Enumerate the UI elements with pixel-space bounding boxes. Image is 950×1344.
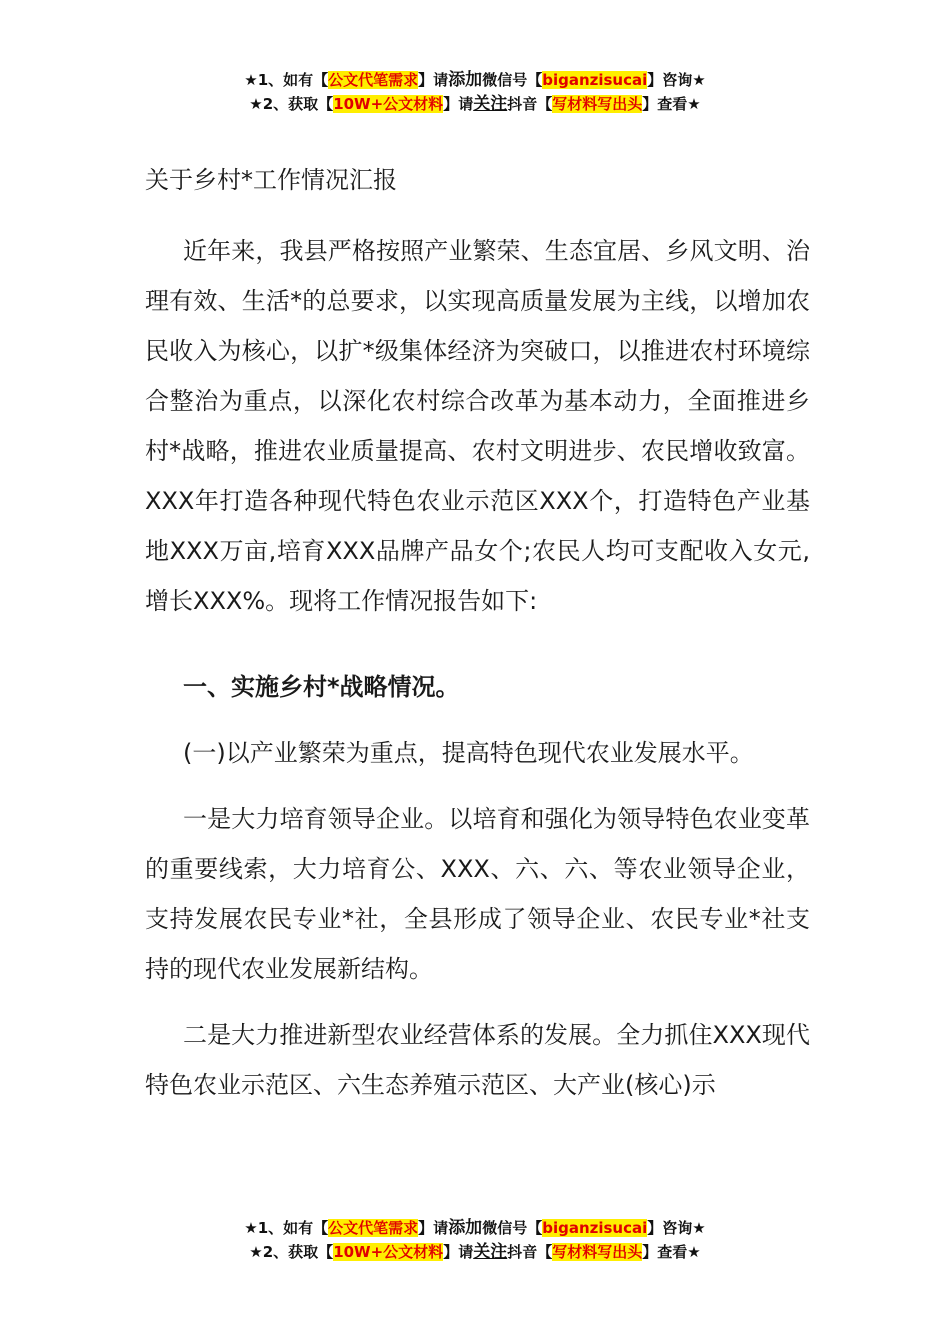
banner-emphasis: 关注: [473, 94, 508, 114]
banner-highlight: 公文代笔需求: [328, 1219, 419, 1237]
banner-highlight: 公文代笔需求: [328, 71, 419, 89]
section-heading: 一、实施乡村*战略情况。: [183, 673, 460, 701]
banner-wechat-id: biganzisucai: [542, 71, 648, 89]
subsection-heading: (一)以产业繁荣为重点，提高特色现代农业发展水平。: [183, 739, 754, 767]
banner-line-2: [0, 92, 950, 116]
banner-text: ★2、获取【: [249, 95, 334, 113]
banner-emphasis: 添加: [448, 1218, 483, 1238]
banner-wechat-id: biganzisucai: [542, 1219, 648, 1237]
banner-text: 】请: [418, 71, 449, 89]
body-paragraph-2: 二是大力推进新型农业经营体系的发展。全力抓住XXX现代特色农业示范区、六生态养殖示范区、大产业(核心)示: [145, 1021, 810, 1099]
banner-text: 】查看★: [642, 1243, 701, 1261]
banner-text: 抖音【: [507, 1243, 553, 1261]
banner-text: 】请: [443, 95, 474, 113]
document-body: [145, 160, 810, 1110]
banner-douyin-name: 写材料写出头: [552, 1243, 643, 1261]
banner-text: 】咨询★: [647, 71, 706, 89]
banner-line-1: [0, 1216, 950, 1240]
document-title: 关于乡村*工作情况汇报: [145, 166, 397, 194]
banner-line-1: [0, 68, 950, 92]
banner-text: 】请: [418, 1219, 449, 1237]
banner-emphasis: 关注: [473, 1242, 508, 1262]
footer-banner: [0, 1216, 950, 1264]
header-banner: [0, 68, 950, 116]
intro-paragraph: 近年来，我县严格按照产业繁荣、生态宜居、乡风文明、治理有效、生活*的总要求，以实现高质量发展为主线，以增加农民收入为核心，以扩*级集体经济为突破口，以推进农村环境综合整治为重点，以深化农村综合改革为基本动力，全面推进乡村*战略，推进农业质量提高、农村文明进步、农民增收致富。XXX年打造各种现代特色农业示范区XXX个，打造特色产业基地XXX万亩,培育XXX品牌产品女个;农民人均可支配收入女元,增长XXX%。现将工作情况报告如下:: [145, 237, 810, 615]
banner-text: ★1、如有【: [244, 71, 329, 89]
banner-text: 抖音【: [507, 95, 553, 113]
banner-text: ★2、获取【: [249, 1243, 334, 1261]
banner-text: 微信号【: [482, 71, 543, 89]
banner-line-2: [0, 1240, 950, 1264]
banner-text: 微信号【: [482, 1219, 543, 1237]
banner-text: 】请: [443, 1243, 474, 1261]
banner-text: 】咨询★: [647, 1219, 706, 1237]
body-paragraph-1: 一是大力培育领导企业。以培育和强化为领导特色农业变革的重要线索，大力培育公、XXX、六、六、等农业领导企业，支持发展农民专业*社，全县形成了领导企业、农民专业*社支持的现代农业发展新结构。: [145, 805, 810, 983]
banner-douyin-name: 写材料写出头: [552, 95, 643, 113]
banner-highlight: 10W+公文材料: [333, 1243, 444, 1261]
banner-highlight: 10W+公文材料: [333, 95, 444, 113]
banner-text: 】查看★: [642, 95, 701, 113]
banner-emphasis: 添加: [448, 70, 483, 90]
banner-text: ★1、如有【: [244, 1219, 329, 1237]
